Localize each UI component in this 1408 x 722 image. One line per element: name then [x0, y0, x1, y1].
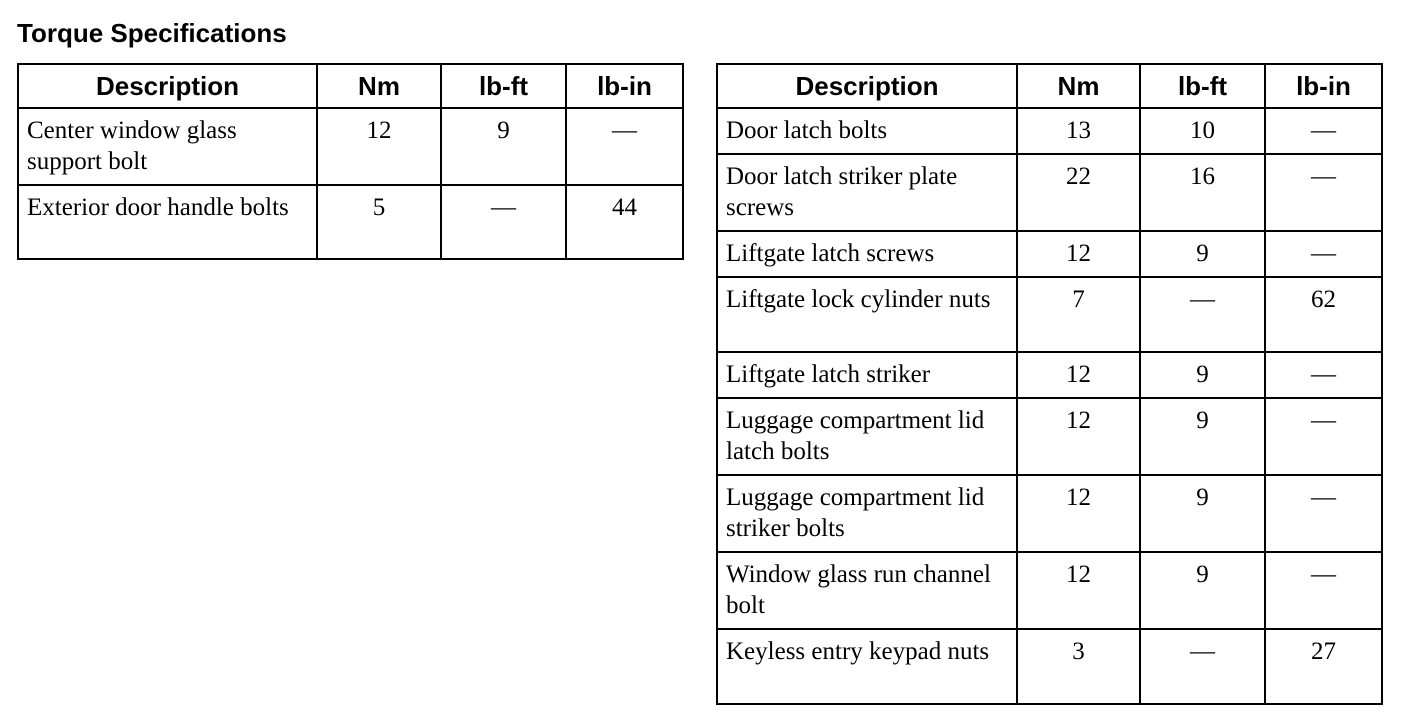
- column-header-lb-in: lb-in: [566, 64, 683, 108]
- description-cell: Window glass run channel bolt: [717, 552, 1017, 629]
- column-header-nm: Nm: [1017, 64, 1140, 108]
- lb-ft-cell: 9: [1140, 475, 1265, 552]
- description-cell: Door latch bolts: [717, 108, 1017, 154]
- nm-cell: 12: [1017, 352, 1140, 398]
- lb-in-cell: —: [1265, 552, 1382, 629]
- table-row: [717, 231, 1382, 277]
- column-header-lb-ft: lb-ft: [1140, 64, 1265, 108]
- lb-ft-cell: 10: [1140, 108, 1265, 154]
- lb-ft-cell: —: [441, 185, 566, 259]
- lb-in-cell: —: [566, 108, 683, 185]
- nm-cell: 5: [317, 185, 441, 259]
- lb-in-cell: 44: [566, 185, 683, 259]
- table-row: [717, 154, 1382, 231]
- table-row: [717, 352, 1382, 398]
- nm-cell: 13: [1017, 108, 1140, 154]
- nm-cell: 12: [1017, 475, 1140, 552]
- lb-ft-cell: 9: [1140, 231, 1265, 277]
- table-row: [18, 185, 683, 259]
- description-cell: Door latch striker plate screws: [717, 154, 1017, 231]
- lb-ft-cell: 9: [1140, 398, 1265, 475]
- lb-in-cell: —: [1265, 475, 1382, 552]
- lb-ft-cell: 16: [1140, 154, 1265, 231]
- description-cell: Keyless entry keypad nuts: [717, 629, 1017, 704]
- nm-cell: 22: [1017, 154, 1140, 231]
- torque-table-right: [716, 63, 1383, 705]
- lb-in-cell: —: [1265, 352, 1382, 398]
- lb-ft-cell: 9: [1140, 352, 1265, 398]
- column-header-lb-ft: lb-ft: [441, 64, 566, 108]
- table-row: [717, 108, 1382, 154]
- column-header-description: Description: [717, 64, 1017, 108]
- nm-cell: 12: [317, 108, 441, 185]
- lb-in-cell: —: [1265, 108, 1382, 154]
- lb-in-cell: 62: [1265, 277, 1382, 352]
- lb-in-cell: —: [1265, 231, 1382, 277]
- header-row: [717, 64, 1382, 108]
- table-row: [717, 277, 1382, 352]
- nm-cell: 12: [1017, 398, 1140, 475]
- description-cell: Luggage compartment lid striker bolts: [717, 475, 1017, 552]
- lb-in-cell: —: [1265, 154, 1382, 231]
- torque-table-left: [17, 63, 684, 260]
- page-title: Torque Specifications: [17, 18, 287, 48]
- lb-ft-cell: —: [1140, 629, 1265, 704]
- header-row: [18, 64, 683, 108]
- lb-in-cell: 27: [1265, 629, 1382, 704]
- description-cell: Liftgate lock cylinder nuts: [717, 277, 1017, 352]
- description-cell: Liftgate latch screws: [717, 231, 1017, 277]
- column-header-description: Description: [18, 64, 317, 108]
- lb-ft-cell: 9: [1140, 552, 1265, 629]
- nm-cell: 12: [1017, 231, 1140, 277]
- column-header-lb-in: lb-in: [1265, 64, 1382, 108]
- table-row: [717, 475, 1382, 552]
- table-row: [717, 552, 1382, 629]
- nm-cell: 7: [1017, 277, 1140, 352]
- table-row: [18, 108, 683, 185]
- lb-ft-cell: 9: [441, 108, 566, 185]
- description-cell: Center window glass support bolt: [18, 108, 317, 185]
- description-cell: Liftgate latch striker: [717, 352, 1017, 398]
- nm-cell: 3: [1017, 629, 1140, 704]
- lb-ft-cell: —: [1140, 277, 1265, 352]
- column-header-nm: Nm: [317, 64, 441, 108]
- description-cell: Exterior door handle bolts: [18, 185, 317, 259]
- description-cell: Luggage compartment lid latch bolts: [717, 398, 1017, 475]
- table-row: [717, 398, 1382, 475]
- table-row: [717, 629, 1382, 704]
- nm-cell: 12: [1017, 552, 1140, 629]
- lb-in-cell: —: [1265, 398, 1382, 475]
